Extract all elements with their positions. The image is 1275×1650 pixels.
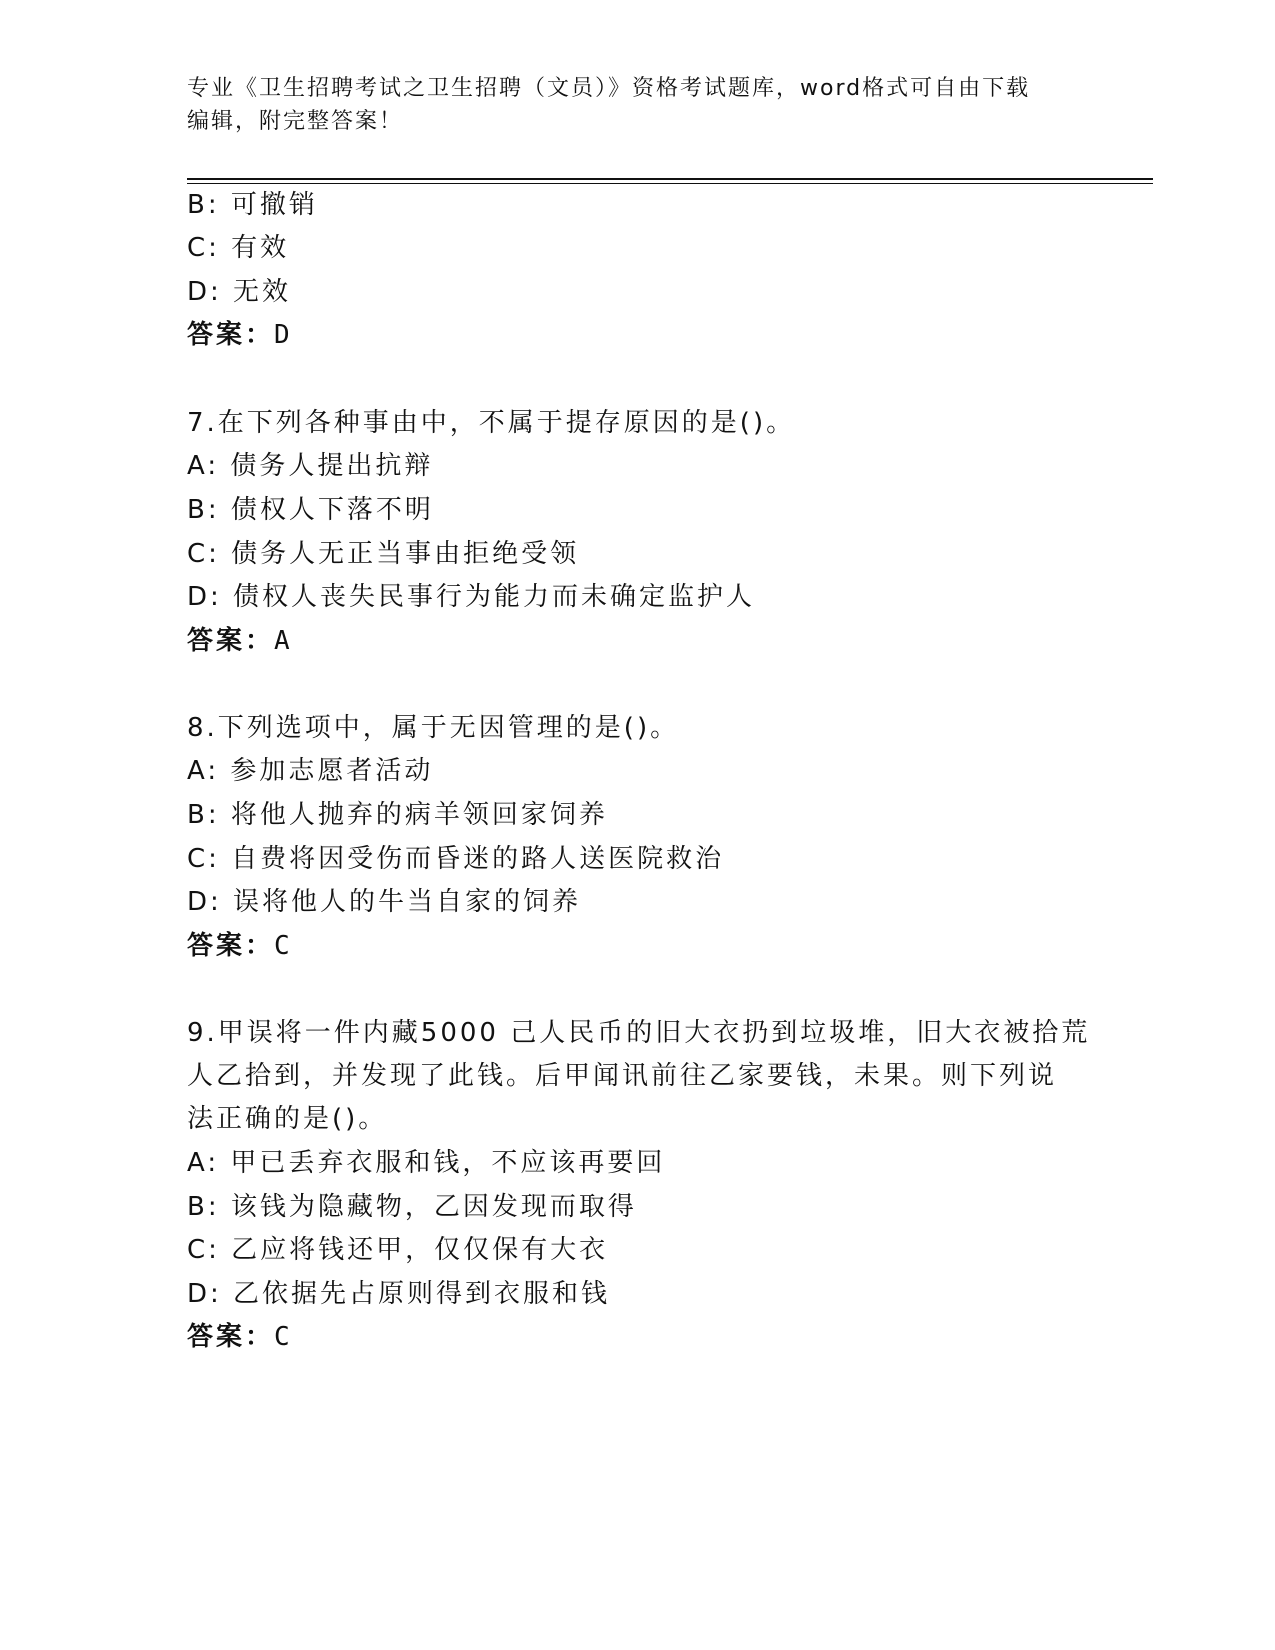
q7-option-a: A: 债务人提出抗辩 xyxy=(187,451,434,481)
answer-label: 答案： xyxy=(187,1322,275,1352)
q7-option-d: D: 债权人丧失民事行为能力而未确定监护人 xyxy=(187,582,756,612)
answer-label: 答案： xyxy=(187,931,275,961)
q9-option-b: B: 该钱为隐藏物，乙因发现而取得 xyxy=(187,1192,637,1222)
q9-stem-line-3: 法正确的是()。 xyxy=(187,1104,388,1134)
header-divider-thick xyxy=(187,178,1153,180)
header-line-2: 编辑，附完整答案！ xyxy=(187,109,404,134)
q9-option-a: A: 甲已丢弃衣服和钱，不应该再要回 xyxy=(187,1148,666,1178)
q7-answer xyxy=(187,624,293,658)
q7-option-c: C: 债务人无正当事由拒绝受领 xyxy=(187,539,580,569)
answer-label: 答案： xyxy=(187,626,275,656)
answer-label: 答案： xyxy=(187,320,275,350)
q6-option-c: C: 有效 xyxy=(187,233,290,263)
q6-option-d: D: 无效 xyxy=(187,277,292,307)
q9-stem-line-2: 人乙拾到，并发现了此钱。后甲闻讯前往乙家要钱，未果。则下列说 xyxy=(187,1061,1058,1091)
q9-option-c: C: 乙应将钱还甲，仅仅保有大衣 xyxy=(187,1235,609,1265)
q7-stem: 7.在下列各种事由中，不属于提存原因的是()。 xyxy=(187,408,796,438)
answer-value: D xyxy=(274,320,293,350)
q8-option-a: A: 参加志愿者活动 xyxy=(187,756,434,786)
q8-stem: 8.下列选项中，属于无因管理的是()。 xyxy=(187,713,680,743)
q6-option-b: B: 可撤销 xyxy=(187,190,318,220)
q8-option-b: B: 将他人抛弃的病羊领回家饲养 xyxy=(187,800,608,830)
document-header xyxy=(187,72,1067,138)
header-line-1: 专业《卫生招聘考试之卫生招聘（文员）》资格考试题库，word格式可自由下载 xyxy=(187,76,1031,101)
q7-option-b: B: 债权人下落不明 xyxy=(187,495,434,525)
answer-value: C xyxy=(274,931,293,961)
q8-option-c: C: 自费将因受伤而昏迷的路人送医院救治 xyxy=(187,844,725,874)
answer-value: A xyxy=(274,626,293,656)
q9-option-d: D: 乙依据先占原则得到衣服和钱 xyxy=(187,1279,611,1309)
q6-answer xyxy=(187,318,293,352)
q9-answer xyxy=(187,1320,293,1354)
answer-value: C xyxy=(274,1322,293,1352)
header-divider-thin xyxy=(187,183,1153,184)
q8-answer xyxy=(187,929,293,963)
q8-option-d: D: 误将他人的牛当自家的饲养 xyxy=(187,887,582,917)
q9-stem-line-1: 9.甲误将一件内藏5000 己人民币的旧大衣扔到垃圾堆，旧大衣被拾荒 xyxy=(187,1018,1091,1048)
